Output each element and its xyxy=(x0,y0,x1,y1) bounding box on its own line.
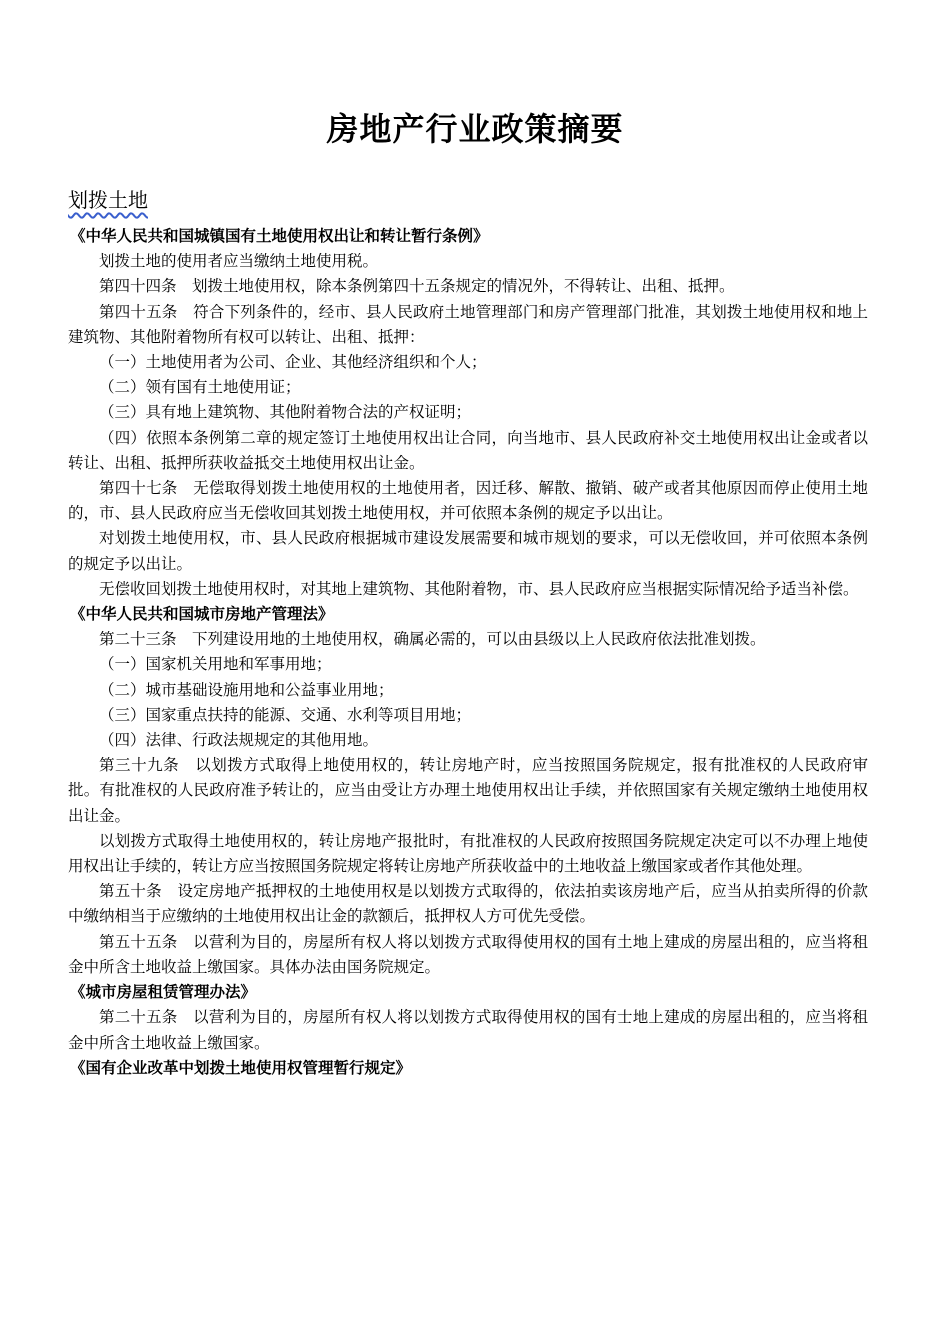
list-item: （二）城市基础设施用地和公益事业用地； xyxy=(99,680,394,699)
law-title: 《中华人民共和国城镇国有土地使用权出让和转让暂行条例》 xyxy=(70,227,489,245)
page-title: 房地产行业政策摘要 xyxy=(326,110,624,148)
paragraph: （四）依照本条例第二章的规定签订土地使用权出让合同，向当地市、县人民政府补交土地使用权出让金或者以转让、出租、抵押所获收益抵交土地使用权出让金。 xyxy=(68,428,868,472)
paragraph: 无偿收回划拨土地使用权时，对其地上建筑物、其他附着物，市、县人民政府应当根据实际情况给予适当补偿。 xyxy=(99,579,859,598)
paragraph: 第四十四条 划拨土地使用权，除本条例第四十五条规定的情况外，不得转让、出租、抵押。 xyxy=(99,277,735,296)
list-item: （三）国家重点扶持的能源、交通、水利等项目用地； xyxy=(99,705,472,724)
list-item: （四）法律、行政法规规定的其他用地。 xyxy=(99,731,379,750)
paragraph: 划拨土地的使用者应当缴纳土地使用税。 xyxy=(99,252,379,271)
paragraph: 以划拨方式取得土地使用权的，转让房地产报批时，有批准权的人民政府按照国务院规定决定可以不办理上地使用权出让手续的，转让方应当按照国务院规定将转让房地产所获收益中的土地收益上缴国家或者作其他处理。 xyxy=(68,831,868,876)
law-title: 《国有企业改革中划拨土地使用权管理暂行规定》 xyxy=(70,1058,412,1077)
paragraph: 对划拨土地使用权，市、县人民政府根据城市建设发展需要和城市规划的要求，可以无偿收回，并可依照本条例的规定予以出让。 xyxy=(68,529,868,573)
law-title: 《城市房屋租赁管理办法》 xyxy=(70,983,257,1002)
paragraph: 第二十五条 以营利为目的，房屋所有权人将以划拨方式取得使用权的国有士地上建成的房屋出租的，应当将租金中所含土地收益上缴国家。 xyxy=(68,1008,868,1052)
list-item: （一）土地使用者为公司、企业、其他经济组织和个人； xyxy=(99,353,487,372)
paragraph: 第二十三条 下列建设用地的土地使用权，确属必需的，可以由县级以上人民政府依法批准划拨。 xyxy=(99,630,766,649)
paragraph: 第五十条 设定房地产抵押权的土地使用权是以划拨方式取得的，依法拍卖该房地产后，应当从拍卖所得的价款中缴纳相当于应缴纳的土地使用权出让金的款额后，抵押权人方可优先受偿。 xyxy=(68,882,868,926)
list-item: （二）领有国有土地使用证； xyxy=(99,378,301,397)
law-title: 《中华人民共和国城市房地产管理法》 xyxy=(70,605,334,624)
section-heading: 划拨土地 xyxy=(68,188,148,212)
list-item: （三）具有地上建筑物、其他附着物合法的产权证明； xyxy=(99,403,472,422)
paragraph: 第四十五条 符合下列条件的，经市、县人民政府土地管理部门和房产管理部门批准，其划拨土地使用权和地上建筑物、其他附着物所有权可以转让、出租、抵押： xyxy=(68,302,868,346)
paragraph: 第四十七条 无偿取得划拨土地使用权的土地使用者，因迁移、解散、撤销、破产或者其他原因而停止使用土地的，市、县人民政府应当无偿收回其划拨土地使用权，并可依照本条例的规定予以出让。 xyxy=(68,479,868,523)
paragraph: 第五十五条 以营利为目的，房屋所有权人将以划拨方式取得使用权的国有土地上建成的房屋出租的，应当将租金中所含土地收益上缴国家。具体办法由国务院规定。 xyxy=(68,932,868,976)
list-item: （一）国家机关用地和军事用地； xyxy=(99,655,332,674)
paragraph: 第三十九条 以划拨方式取得上地使用权的，转让房地产时，应当按照国务院规定，报有批准权的人民政府审批。有批准权的人民政府准予转让的，应当由受让方办理土地使用权出让手续，并依照国家有关规定缴纳土地使用权出让金。 xyxy=(68,756,868,825)
document-body xyxy=(68,224,868,1081)
